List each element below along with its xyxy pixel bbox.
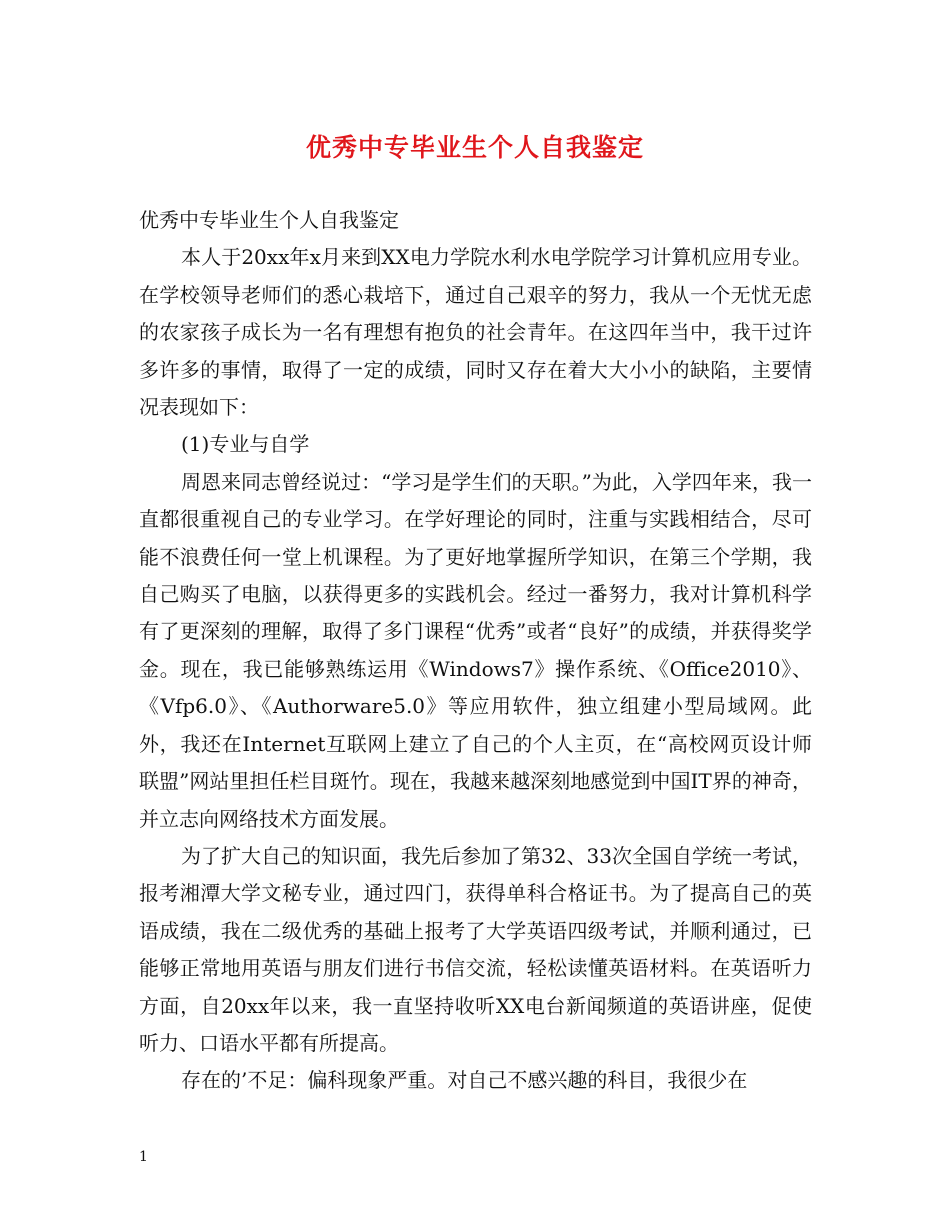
body-paragraph: 本人于20xx年x月来到XX电力学院水利水电学院学习计算机应用专业。在学校领导老师们的悉心栽培下，通过自己艰辛的努力，我从一个无忧无虑的农家孩子成长为一名有理想有抱负的社会青年。在这四年当中，我干过许多许多的事情，取得了一定的成绩，同时又存在着大大小小的缺陷，主要情况表现如下： <box>139 245 812 420</box>
document-subtitle: 优秀中专毕业生个人自我鉴定 <box>139 208 399 232</box>
body-paragraph: 为了扩大自己的知识面，我先后参加了第32、33次全国自学统一考试，报考湘潭大学文秘专业，通过四门，获得单科合格证书。为了提高自己的英语成绩，我在二级优秀的基础上报考了大学英语四级考试，并顺利通过，已能够正常地用英语与朋友们进行书信交流，轻松读懂英语材料。在英语听力方面，自20xx年以来，我一直坚持收听XX电台新闻频道的英语讲座，促使听力、口语水平都有所提高。 <box>139 843 812 1055</box>
document-body <box>139 202 812 1100</box>
page-number: 1 <box>139 1149 148 1165</box>
page-title: 优秀中专毕业生个人自我鉴定 <box>305 133 644 162</box>
section-heading: (1)专业与自学 <box>181 432 310 457</box>
body-paragraph: 存在的’不足：偏科现象严重。对自己不感兴趣的科目，我很少在 <box>181 1068 748 1093</box>
body-paragraph: 周恩来同志曾经说过：“学习是学生们的天职。”为此，入学四年来，我一直都很重视自己的专业学习。在学好理论的同时，注重与实践相结合，尽可能不浪费任何一堂上机课程。为了更好地掌握所学知识，在第三个学期，我自己购买了电脑，以获得更多的实践机会。经过一番努力，我对计算机科学有了更深刻的理解，取得了多门课程“优秀”或者“良好”的成绩，并获得奖学金。现在，我已能够熟练运用《Windows7》操作系统、《Office2010》、《Vfp6.0》、《Authorware5.0》等应用软件，独立组建小型局域网。此外，我还在Internet互联网上建立了自己的个人主页，在“高校网页设计师联盟”网站里担任栏目斑竹。现在，我越来越深刻地感觉到中国IT界的神奇，并立志向网络技术方面发展。 <box>139 469 812 831</box>
